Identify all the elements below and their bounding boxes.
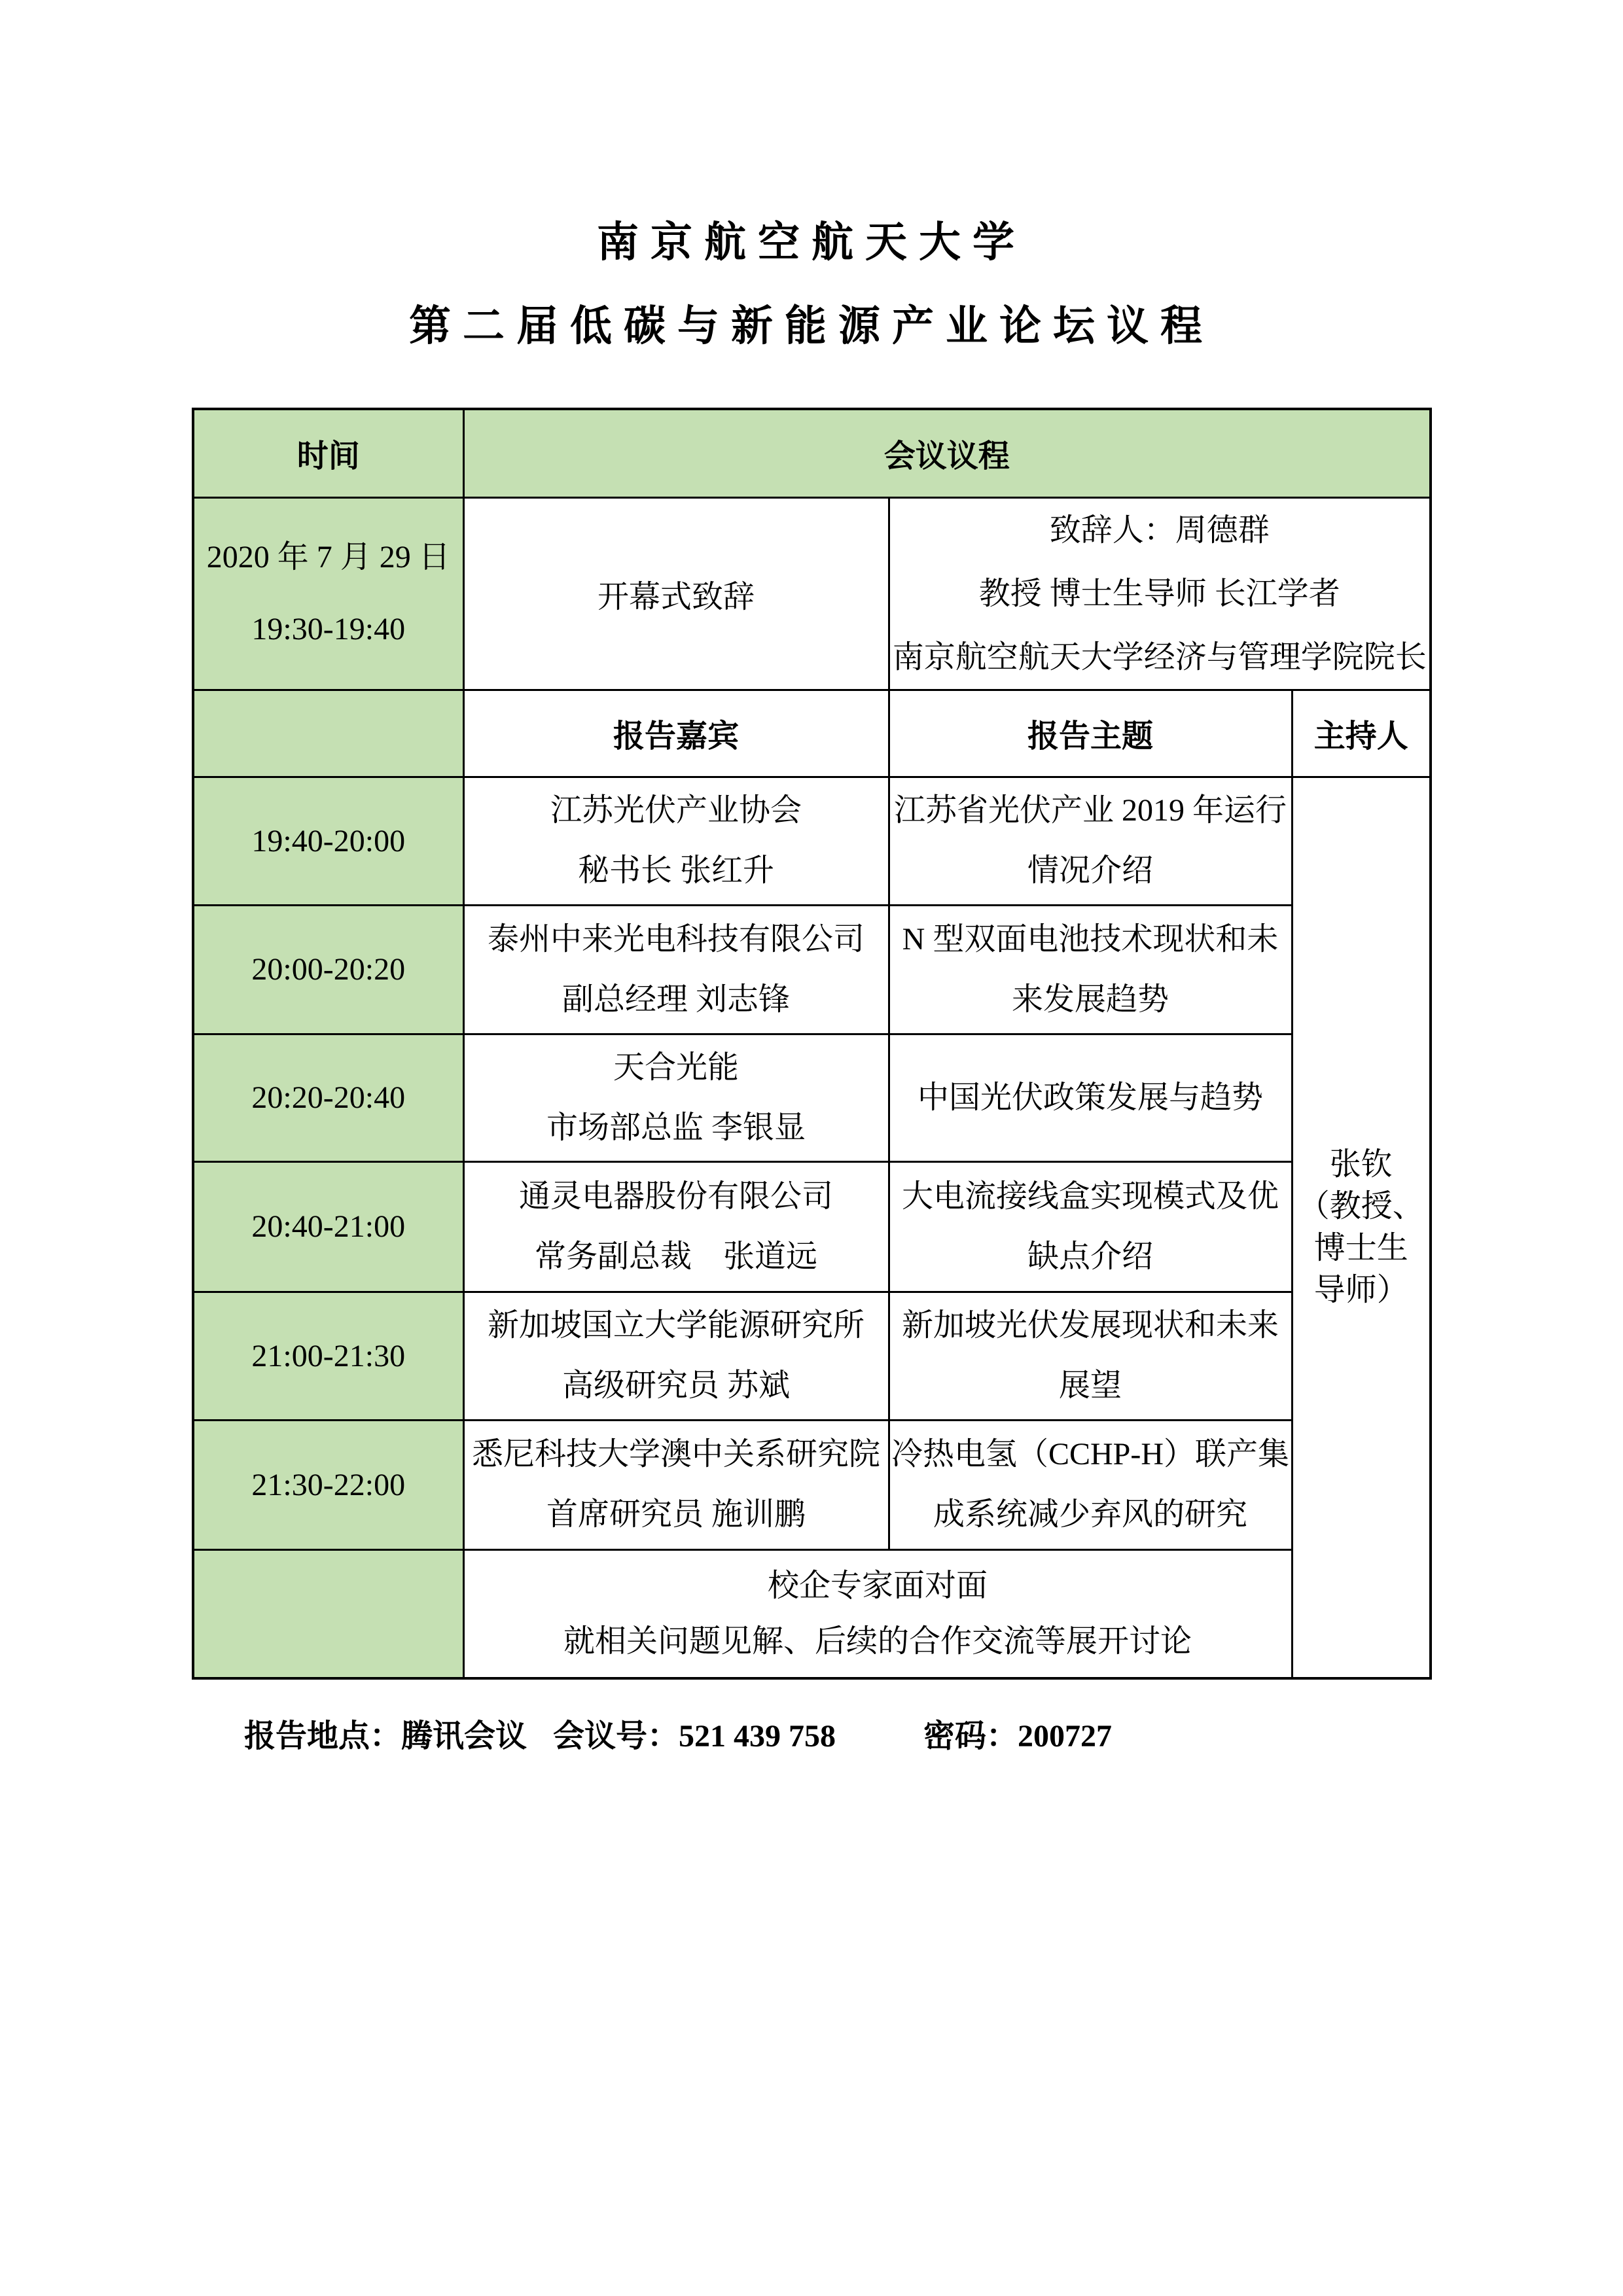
guest-line: 高级研究员 苏斌 xyxy=(562,1368,790,1403)
speaker-affiliation-line: 南京航空航天大学经济与管理学院院长 xyxy=(892,639,1427,675)
title-line-2: 第二届低碳与新能源产业论坛议程 xyxy=(409,302,1214,349)
session-time-cell: 20:20-20:40 xyxy=(193,1034,463,1161)
footer-password: 密码：200727 xyxy=(923,1719,1113,1754)
topic-line: N 型双面电池技术现状和未 xyxy=(902,921,1279,957)
session-row-3 xyxy=(193,1034,1431,1161)
host-line: 张钦 xyxy=(1329,1146,1393,1182)
opening-date: 2020 年 7 月 29 日 xyxy=(206,540,450,574)
opening-speaker-cell xyxy=(889,497,1431,690)
subheader-empty-cell xyxy=(193,690,463,777)
speaker-name-line: 致辞人：周德群 xyxy=(1049,512,1270,548)
guest-line: 首席研究员 施训鹏 xyxy=(546,1497,806,1532)
session-row-1 xyxy=(193,777,1431,905)
guest-line: 市场部总监 李银显 xyxy=(546,1110,806,1145)
document-title xyxy=(0,200,1623,368)
guest-line: 天合光能 xyxy=(613,1050,739,1085)
agenda-table xyxy=(192,408,1432,1680)
opening-time: 19:30-19:40 xyxy=(251,612,406,646)
session-time-cell: 19:40-20:00 xyxy=(193,777,463,905)
speaker-title-line: 教授 博士生导师 长江学者 xyxy=(978,576,1340,611)
topic-line: 冷热电氢（CCHP-H）联产集 xyxy=(891,1437,1290,1472)
topic-line: 缺点介绍 xyxy=(1027,1239,1153,1274)
session-topic-cell xyxy=(889,1420,1292,1549)
guest-line: 悉尼科技大学澳中关系研究院 xyxy=(471,1437,880,1472)
host-cell xyxy=(1292,777,1431,1678)
subheader-row xyxy=(193,690,1431,777)
footer-location: 报告地点：腾讯会议 xyxy=(244,1719,527,1754)
title-line-1: 南京航空航天大学 xyxy=(597,219,1026,266)
session-topic-cell xyxy=(889,1034,1292,1161)
session-topic-cell xyxy=(889,1161,1292,1292)
topic-line: 成系统减少弃风的研究 xyxy=(933,1497,1247,1532)
session-guest-cell xyxy=(463,1161,889,1292)
host-line: 博士生 xyxy=(1313,1230,1408,1265)
closing-time-cell xyxy=(193,1549,463,1678)
host-line: 导师） xyxy=(1313,1272,1408,1307)
session-time-cell: 21:30-22:00 xyxy=(193,1420,463,1549)
subheader-guest-cell: 报告嘉宾 xyxy=(463,690,889,777)
session-time-cell: 21:00-21:30 xyxy=(193,1292,463,1420)
session-row-2 xyxy=(193,905,1431,1034)
header-row xyxy=(193,409,1431,497)
meeting-info-footer xyxy=(244,1706,1112,1767)
session-guest-cell xyxy=(463,1034,889,1161)
session-topic-cell xyxy=(889,1292,1292,1420)
session-row-6 xyxy=(193,1420,1431,1549)
closing-line: 校企专家面对面 xyxy=(767,1568,988,1604)
session-guest-cell xyxy=(463,1292,889,1420)
guest-line: 新加坡国立大学能源研究所 xyxy=(487,1308,865,1343)
session-time-cell: 20:40-21:00 xyxy=(193,1161,463,1292)
guest-line: 秘书长 张红升 xyxy=(577,853,774,888)
topic-line: 新加坡光伏发展现状和未来 xyxy=(901,1308,1279,1343)
session-topic-cell xyxy=(889,777,1292,905)
topic-line: 江苏省光伏产业 2019 年运行 xyxy=(893,793,1287,828)
host-line: （教授、 xyxy=(1298,1188,1424,1224)
closing-row xyxy=(193,1549,1431,1678)
topic-line: 来发展趋势 xyxy=(1011,981,1169,1017)
closing-line: 就相关问题见解、后续的合作交流等展开讨论 xyxy=(563,1624,1192,1659)
session-time-cell: 20:00-20:20 xyxy=(193,905,463,1034)
session-row-4 xyxy=(193,1161,1431,1292)
session-topic-cell xyxy=(889,905,1292,1034)
guest-line: 副总经理 刘志锋 xyxy=(562,981,790,1017)
guest-line: 江苏光伏产业协会 xyxy=(550,793,802,828)
opening-event-cell: 开幕式致辞 xyxy=(463,497,889,690)
guest-line: 泰州中来光电科技有限公司 xyxy=(487,921,865,957)
session-row-5 xyxy=(193,1292,1431,1420)
session-guest-cell xyxy=(463,905,889,1034)
opening-row xyxy=(193,497,1431,690)
opening-time-cell xyxy=(193,497,463,690)
session-guest-cell xyxy=(463,777,889,905)
guest-line: 常务副总裁 张道远 xyxy=(534,1239,817,1274)
closing-cell xyxy=(463,1549,1292,1678)
topic-line: 大电流接线盒实现模式及优 xyxy=(901,1178,1279,1214)
subheader-host-cell: 主持人 xyxy=(1292,690,1431,777)
topic-line: 中国光伏政策发展与趋势 xyxy=(917,1080,1263,1115)
topic-line: 展望 xyxy=(1058,1368,1122,1403)
topic-line: 情况介绍 xyxy=(1027,853,1153,888)
header-time-cell: 时间 xyxy=(193,409,463,497)
subheader-topic-cell: 报告主题 xyxy=(889,690,1292,777)
header-agenda-cell: 会议议程 xyxy=(463,409,1431,497)
guest-line: 通灵电器股份有限公司 xyxy=(518,1178,833,1214)
session-guest-cell xyxy=(463,1420,889,1549)
footer-meeting-id: 会议号：521 439 758 xyxy=(553,1719,836,1754)
